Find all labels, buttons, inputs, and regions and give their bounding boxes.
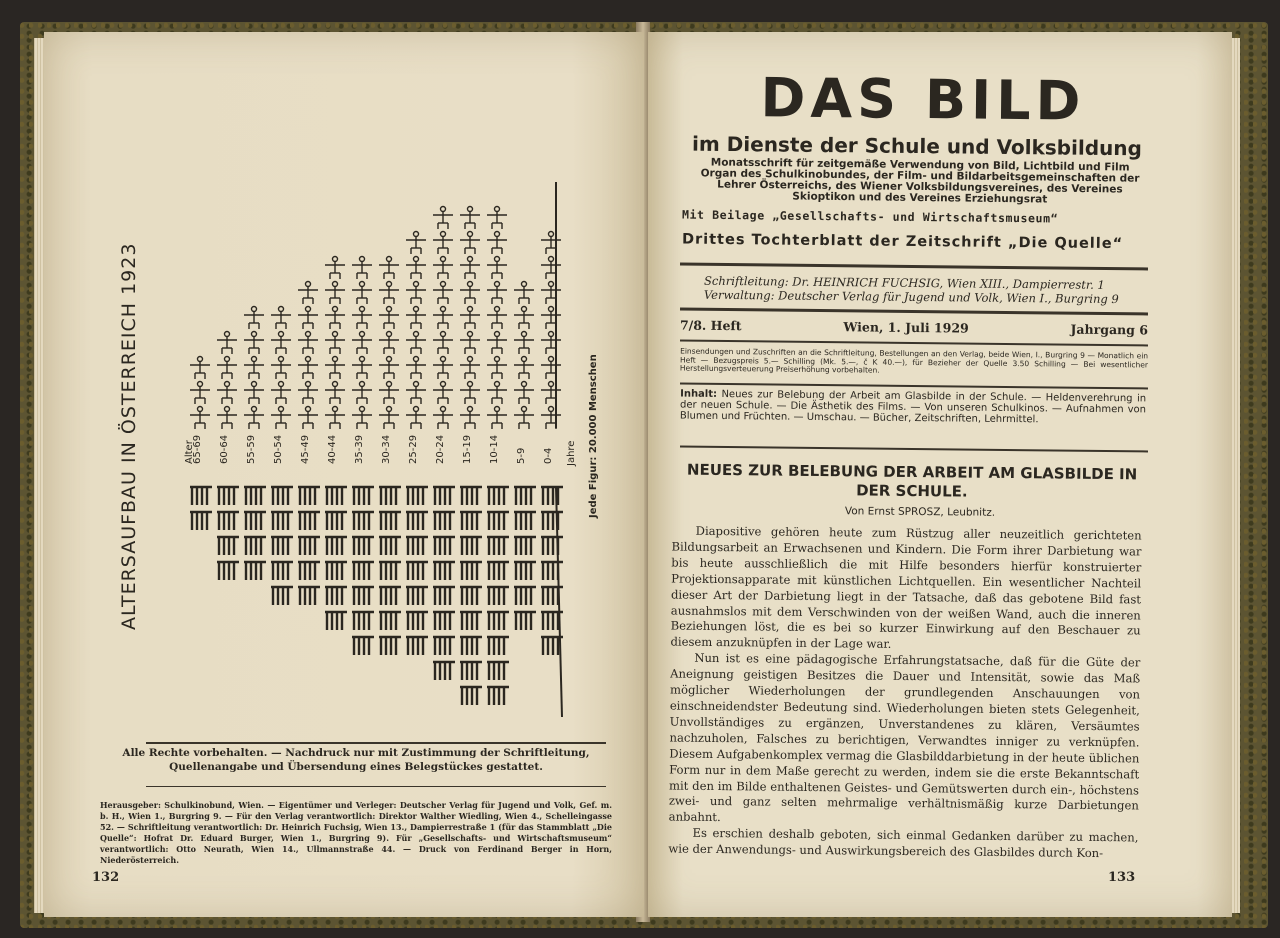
figure-men <box>514 357 534 380</box>
figure-women <box>460 487 482 505</box>
daughter-line: Drittes Tochterblatt der Zeitschrift „Die Quelle“ <box>681 231 1124 253</box>
figure-women <box>541 537 563 555</box>
figure-men <box>460 307 480 330</box>
figure-men <box>325 282 345 305</box>
age-axis-label: Alter <box>184 440 195 464</box>
figure-men <box>433 207 453 230</box>
tick-label: 60-64 <box>219 434 230 464</box>
figure-women <box>379 537 401 555</box>
figure-men <box>460 207 480 230</box>
rule-bottom <box>146 786 606 787</box>
figure-women <box>433 562 455 580</box>
figure-women <box>244 487 266 505</box>
figure-men <box>271 407 291 430</box>
figure-men <box>352 307 372 330</box>
figure-women <box>460 687 482 705</box>
figure-men <box>487 357 507 380</box>
figure-women <box>379 487 401 505</box>
figure-women <box>460 637 482 655</box>
figure-women <box>541 562 563 580</box>
figure-men <box>487 207 507 230</box>
figure-men <box>406 282 426 305</box>
figure-men <box>352 332 372 355</box>
figure-women <box>487 637 509 655</box>
figure-men <box>325 407 345 430</box>
figure-men <box>514 282 534 305</box>
figure-women <box>487 562 509 580</box>
imprint: Herausgeber: Schulkinobund, Wien. — Eigentümer und Verleger: Deutscher Verlag für Jugend und Volk, Gef. m. b. H., Wien 1., Burgring 9. — Für den Verlag verantwortlich: Direktor Walther Wiedling, Wien 4., Schelleingasse 52. — Schriftleitung verantwortlich: Dr. Heinrich Fuchsig, Wien 13., Dampierrestraße 1 (für das Stammblatt „Die Quelle“: Hofrat Dr. Eduard Burger, Wien 1., Burgring 9). Für „Gesellschafts- und Wirtschaftsmuseum“ verantwortlich: Otto Neurath, Wien 14., Ullmannstraße 44. — Druck von Ferdinand Berger in Horn, Niederösterreich. <box>100 800 612 865</box>
figure-men <box>379 407 399 430</box>
figure-men <box>325 357 345 380</box>
figure-men <box>244 307 264 330</box>
contents-label: Inhalt: <box>680 388 718 400</box>
figure-women <box>352 612 374 630</box>
figure-men <box>487 257 507 280</box>
figure-men <box>406 257 426 280</box>
figure-men <box>541 282 561 305</box>
figure-women <box>487 687 509 705</box>
figure-women <box>298 537 320 555</box>
paragraph: Nun ist es eine pädagogische Erfahrungstatsache, daß für die Güte der Aneignung geistigen Besitzes die Dauer und Intensität, sowie das Maß möglicher Wiederholungen der grundlegenden Anschauungen von einschneidendster Bedeutung sind. Wiederholungen bieten stets Gelegenheit, Unvollständiges zu ergänzen, Unverstandenes zu klären, Versäumtes nachzuholen, Falsches zu berichtigen, Verwandtes inniger zu verknüpfen. Diesem Aufgabenkomplex vermag die Glasbilddarbietung in der heute üblichen Form nur in dem Maße gerecht zu werden, indem sie die erste Bekanntschaft mit den im Bilde enthaltenen Geistes- und Gemütswerten durch ein-, höchstens zwei- und ganz selten mehrmalige verhältnismäßig kurze Darbietungen anbahnt. <box>668 651 1141 825</box>
figure-men <box>433 332 453 355</box>
figure-men <box>352 407 372 430</box>
figure-women <box>298 487 320 505</box>
figure-women <box>271 562 293 580</box>
figure-men <box>541 332 561 355</box>
tick-label: 30-34 <box>381 434 392 464</box>
figure-men <box>379 257 399 280</box>
tick-label: 65-69 <box>192 434 203 464</box>
chart-title: ALTERSAUFBAU IN ÖSTERREICH 1923 <box>118 242 140 630</box>
figure-men <box>379 307 399 330</box>
figure-men <box>379 332 399 355</box>
figure-men <box>514 407 534 430</box>
figure-men <box>460 232 480 255</box>
figure-women <box>217 512 239 530</box>
issue-number: 7/8. Heft <box>679 317 742 334</box>
figure-men <box>352 357 372 380</box>
figure-women <box>379 562 401 580</box>
figure-women <box>244 537 266 555</box>
figure-women <box>514 512 536 530</box>
unit-legend: Jede Figur: 20.000 Menschen <box>588 354 599 518</box>
volume: Jahrgang 6 <box>1070 321 1149 338</box>
figure-women <box>271 512 293 530</box>
figure-women <box>352 587 374 605</box>
figure-men <box>244 357 264 380</box>
tick-label: 0-4 <box>543 447 554 464</box>
figure-women <box>514 612 536 630</box>
figure-men <box>514 307 534 330</box>
contents-block <box>680 389 1146 427</box>
figure-men <box>406 307 426 330</box>
tick-label: 20-24 <box>435 434 446 464</box>
figure-men <box>541 357 561 380</box>
figure-women <box>460 512 482 530</box>
paragraph: Diapositive gehören heute zum Rüstzug aller neuzeitlich gerichteten Bildungsarbeit an Erwachsenen und Kindern. Die Form ihrer Darbietung war bis heute ausschließlich die mit Hilfe besonders hierfür konstruierter Projektionsapparate mit künstlichen Lichtquellen. Ein wesentlicher Nachteil dieser Art der Darbietung liegt in der Tatsache, daß das gebotene Bild fast ausnahmslos mit dem Verschwinden von der weißen Wand, auch die inneren Beziehungen löst, die es bei so kurzer Einwirkung auf den Beschauer zu diesem anzuknüpfen in der Lage war. <box>670 523 1142 652</box>
figure-women <box>217 487 239 505</box>
figure-women <box>433 487 455 505</box>
figure-men <box>352 282 372 305</box>
figure-men <box>217 357 237 380</box>
rule-top <box>146 742 606 744</box>
figure-men <box>190 357 210 380</box>
figure-men <box>487 382 507 405</box>
page-number-right: 133 <box>1108 870 1136 885</box>
contents-text: Neues zur Belebung der Arbeit am Glasbilde in der Schule. — Heldenverehrung in der neuen Schule. — Die Ästhetik des Films. — Von unseren Schulkinos. — Aufnahmen von Blumen und Früchten. — Umschau. — Bücher, Zeitschriften, Lehrmittel. <box>679 388 1147 426</box>
figure-women <box>190 487 212 505</box>
figure-women <box>352 562 374 580</box>
figure-men <box>298 357 318 380</box>
figure-women <box>406 612 428 630</box>
figure-men <box>487 282 507 305</box>
figure-men <box>271 332 291 355</box>
figure-men <box>460 332 480 355</box>
figure-men <box>217 382 237 405</box>
age-pyramid-chart <box>44 32 644 772</box>
figure-women <box>352 512 374 530</box>
figure-women <box>487 487 509 505</box>
tick-label: 50-54 <box>273 434 284 464</box>
figure-men <box>406 382 426 405</box>
figure-women <box>541 512 563 530</box>
figure-women <box>406 637 428 655</box>
figure-men <box>271 357 291 380</box>
tick-label: 55-59 <box>246 434 257 464</box>
figure-women <box>460 612 482 630</box>
figure-men <box>487 407 507 430</box>
figure-men <box>406 407 426 430</box>
figure-men <box>298 282 318 305</box>
figure-women <box>406 537 428 555</box>
figure-men <box>217 407 237 430</box>
article-body <box>668 524 1141 863</box>
figure-men <box>325 257 345 280</box>
figure-women <box>379 512 401 530</box>
tick-label: 40-44 <box>327 434 338 464</box>
figure-men <box>298 407 318 430</box>
figure-men <box>244 407 264 430</box>
figure-women <box>514 562 536 580</box>
figure-men <box>541 307 561 330</box>
figure-women <box>433 662 455 680</box>
figure-men <box>298 307 318 330</box>
figure-women <box>325 587 347 605</box>
figure-women <box>406 562 428 580</box>
figure-men <box>460 407 480 430</box>
figure-men <box>487 307 507 330</box>
subscription-notice: Einsendungen und Zuschriften an die Schriftleitung, Bestellungen an den Verlag, beide Wien, I., Burgring 9 — Monatlich ein Heft — Bezugspreis 5.— Schilling (Mk. 5.—, č K 40.—), für Bezieher der Quelle 3.50 Schilling — Bei wesentlicher Herstellungsverteuerung Preiserhöhung vorbehalten. <box>679 346 1149 375</box>
figure-men <box>514 382 534 405</box>
figure-women <box>271 537 293 555</box>
figure-women <box>514 487 536 505</box>
figure-men <box>244 382 264 405</box>
figure-women <box>433 587 455 605</box>
figure-women <box>379 612 401 630</box>
editorial-box <box>704 274 1144 307</box>
figure-men <box>541 407 561 430</box>
figure-women <box>325 537 347 555</box>
paragraph: Es erschien deshalb geboten, sich einmal Gedanken darüber zu machen, wie der Anwendungs- und Auswirkungsbereich des Glasbildes durch Kon- <box>668 826 1139 861</box>
figure-men <box>433 382 453 405</box>
figure-women <box>379 637 401 655</box>
figure-men <box>379 382 399 405</box>
figure-men <box>433 232 453 255</box>
figure-men <box>460 282 480 305</box>
figure-women <box>352 487 374 505</box>
figure-women <box>217 537 239 555</box>
figure-women <box>406 487 428 505</box>
figure-women <box>298 587 320 605</box>
tick-label: 15-19 <box>462 434 473 464</box>
figure-women <box>298 562 320 580</box>
figure-men <box>487 232 507 255</box>
figure-women <box>460 587 482 605</box>
figure-women <box>325 512 347 530</box>
figure-women <box>460 537 482 555</box>
figure-men <box>244 332 264 355</box>
figure-men <box>460 257 480 280</box>
tick-label: 25-29 <box>408 434 419 464</box>
figure-men <box>433 282 453 305</box>
subtitle: im Dienste der Schule und Volksbildung <box>691 131 1143 161</box>
figure-women <box>487 587 509 605</box>
figure-men <box>379 282 399 305</box>
figure-women <box>406 587 428 605</box>
figure-men <box>271 307 291 330</box>
tick-label: 35-39 <box>354 434 365 464</box>
figure-men <box>406 332 426 355</box>
figure-men <box>190 382 210 405</box>
figure-women <box>487 512 509 530</box>
years-label: Jahre <box>566 440 577 466</box>
figure-women <box>352 637 374 655</box>
figure-women <box>487 662 509 680</box>
supplement-line: Mit Beilage „Gesellschafts- und Wirtschaftsmuseum“ <box>681 207 1059 226</box>
figure-men <box>298 332 318 355</box>
figure-men <box>460 357 480 380</box>
figure-men <box>433 357 453 380</box>
figure-women <box>487 537 509 555</box>
figure-women <box>298 512 320 530</box>
figure-women <box>325 487 347 505</box>
figure-men <box>325 307 345 330</box>
figure-men <box>487 332 507 355</box>
figure-women <box>379 587 401 605</box>
figure-women <box>433 512 455 530</box>
figure-men <box>352 382 372 405</box>
figure-women <box>541 487 563 505</box>
page-number-left: 132 <box>92 870 120 885</box>
figure-women <box>433 637 455 655</box>
tick-label: 45-49 <box>300 434 311 464</box>
editorial-line: Schriftleitung: Dr. HEINRICH FUCHSIG, Wien XIII., Dampierrestr. 1 <box>704 273 1105 292</box>
figure-men <box>217 332 237 355</box>
figure-women <box>460 562 482 580</box>
figure-women <box>433 612 455 630</box>
figure-women <box>244 562 266 580</box>
tick-label: 10-14 <box>489 434 500 464</box>
figure-men <box>433 407 453 430</box>
figure-women <box>433 537 455 555</box>
figure-women <box>514 537 536 555</box>
figure-women <box>352 537 374 555</box>
figure-women <box>460 662 482 680</box>
figure-men <box>433 257 453 280</box>
figure-men <box>271 382 291 405</box>
rights-notice: Alle Rechte vorbehalten. — Nachdruck nur mit Zustimmung der Schriftleitung, Quellenangabe und Übersendung eines Belegstückes gestattet. <box>122 747 590 773</box>
article-title: NEUES ZUR BELEBUNG DER ARBEIT AM GLASBILDE IN DER SCHULE. <box>686 460 1138 501</box>
figure-women <box>271 587 293 605</box>
figure-men <box>541 232 561 255</box>
figure-men <box>379 357 399 380</box>
figure-women <box>271 487 293 505</box>
admin-line: Verwaltung: Deutscher Verlag für Jugend und Volk, Wien I., Burgring 9 <box>703 287 1119 307</box>
tick-label: 5-9 <box>516 447 527 464</box>
figure-men <box>433 307 453 330</box>
figure-women <box>217 562 239 580</box>
figure-men <box>352 257 372 280</box>
figure-men <box>325 332 345 355</box>
figure-women <box>487 612 509 630</box>
figure-men <box>460 382 480 405</box>
monthly-description: Monatsschrift für zeitgemäße Verwendung von Bild, Lichtbild und Film Organ des Schulkinobundes, der Film- und Bildarbeitsgemeinschaften der Lehrer Österreichs, des Wiener Volksbildungsvereines, des Vereines Skioptikon und des Vereines Erziehungsrat <box>700 156 1140 206</box>
figure-men <box>406 232 426 255</box>
figure-women <box>244 512 266 530</box>
figure-men <box>406 357 426 380</box>
figure-women <box>514 587 536 605</box>
masthead: DAS BILD <box>760 66 1086 133</box>
figure-men <box>541 382 561 405</box>
figure-women <box>325 612 347 630</box>
figure-men <box>190 407 210 430</box>
figure-men <box>298 382 318 405</box>
figure-men <box>541 257 561 280</box>
byline: Von Ernst SPROSZ, Leubnitz. <box>844 505 996 519</box>
figure-women <box>406 512 428 530</box>
issue-date: Wien, 1. Juli 1929 <box>843 319 969 336</box>
figure-men <box>514 332 534 355</box>
figure-women <box>325 562 347 580</box>
figure-men <box>325 382 345 405</box>
figure-women <box>190 512 212 530</box>
